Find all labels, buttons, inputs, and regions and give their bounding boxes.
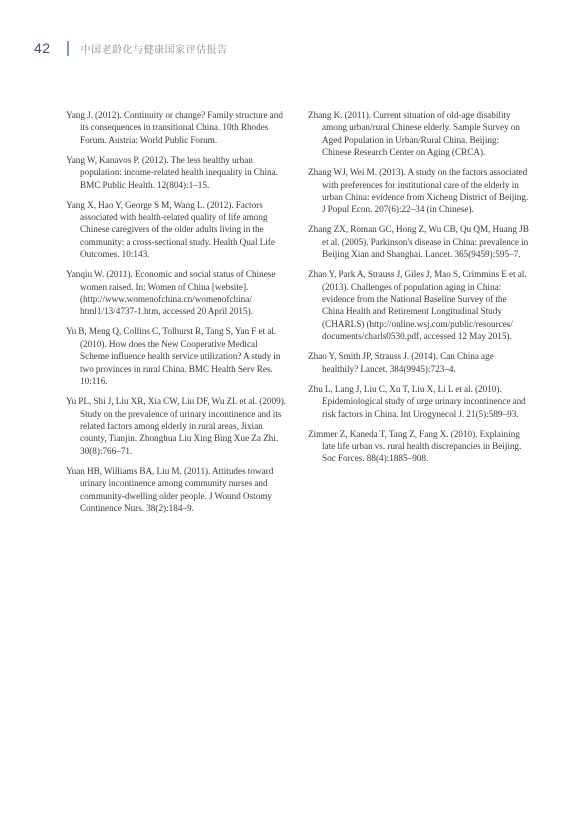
reference-entry: Zhu L, Lang J, Liu C, Xu T, Liu X, Li L et al. (2010). Epidemiological study of urge urinary incontinence and risk factors in China. Int Urogynecol J. 21(5):589–93. — [308, 383, 526, 419]
reference-entry: Zimmer Z, Kaneda T, Tang Z, Fang X. (2010). Explaining late life urban vs. rural health discrepancies in Beijing. Soc Forces. 88(4):1885–908. — [308, 428, 522, 464]
header-divider — [67, 41, 69, 56]
references-body — [66, 109, 530, 522]
reference-entry: Yang W, Kanavos P. (2012). The less healthy urban population: income-related health inequality in China. BMC Public Health. 12(804):1–15. — [66, 154, 279, 190]
reference-entry: Zhang WJ, Wei M. (2013). A study on the factors associated with preferences for institutional care of the elderly in urban China: evidence from Xicheng District of Beijing. J Popul Econ. 207(6):22–34 (in Chinese). — [308, 167, 529, 215]
reference-entry: Yang X, Hao Y, George S M, Wang L. (2012). Factors associated with health-related quality of life among Chinese caregivers of the older adults living in the community: a cross-sectional study. Health Qual Life Outcomes. 10:143. — [66, 199, 275, 260]
reference-entry: Zhang K. (2011). Current situation of old-age disability among urban/rural Chinese elderly. Sample Survey on Aged Population in Urban/Rural China. Beijing: Chinese Research Center on Aging (CRCA). — [308, 110, 520, 158]
references-right-column — [308, 109, 530, 522]
reference-entry: Yuan HB, Williams BA, Liu M. (2011). Attitudes toward urinary incontinence among community nurses and community-dwelling older people. J Wound Ostomy Continence Nurs. 38(2):184–9. — [66, 465, 274, 513]
reference-entry: Yu B, Meng Q, Collins C, Tolhurst R, Tang S, Yan F et al. (2010). How does the New Cooperative Medical Scheme influence health service utilization? A study in two provinces in rural China. BMC Health Serv Res. 10:116. — [66, 326, 281, 387]
reference-entry: Yang J. (2012). Continuity or change? Family structure and its consequences in transitional China. 10th Rhodes Forum. Austria: World Public Forum. — [66, 110, 283, 145]
reference-entry: Yu PL, Shi J, Liu XR, Xia CW, Liu DF, Wu ZL et al. (2009). Study on the prevalence of urinary incontinence and its related factors among elderly in rural areas, Jixian county, Tianjin. Zhonghua Liu Xing Bing Xue Za Zhi. 30(8):766–71. — [66, 396, 287, 456]
page-header — [34, 40, 228, 56]
reference-entry: Zhao Y, Smith JP, Strauss J. (2014). Can China age healthily? Lancet. 384(9945):723–4. — [308, 351, 494, 374]
reference-entry: Zhao Y, Park A, Strauss J, Giles J, Mao S, Crimmins E et al. (2013). Challenges of population aging in China: evidence from the National Baseline Survey of the China Health and Retirement Longitudinal Study (CHARLS) (http://online.wsj.com/public/resources/ documents/charls0530.pdf, accessed 12 May 2015). — [308, 269, 527, 342]
report-title: 中国老龄化与健康国家评估报告 — [80, 44, 228, 56]
references-left-column — [66, 109, 288, 522]
page-number: 42 — [34, 40, 51, 56]
reference-entry: Zhang ZX, Roman GC, Hong Z, Wu CB, Qu QM, Huang JB et al. (2005). Parkinson's disease in China: prevalence in Beijing Xian and Shanghai. Lancet. 365(9459):595–7. — [308, 224, 529, 260]
reference-entry: Yanqiu W. (2011). Economic and social status of Chinese women raised. In: Women of China [website]. (http://www.womenofchina.cn/womenofchina/ html1/13/4737-1.htm, accessed 20 April 2015). — [66, 269, 276, 317]
